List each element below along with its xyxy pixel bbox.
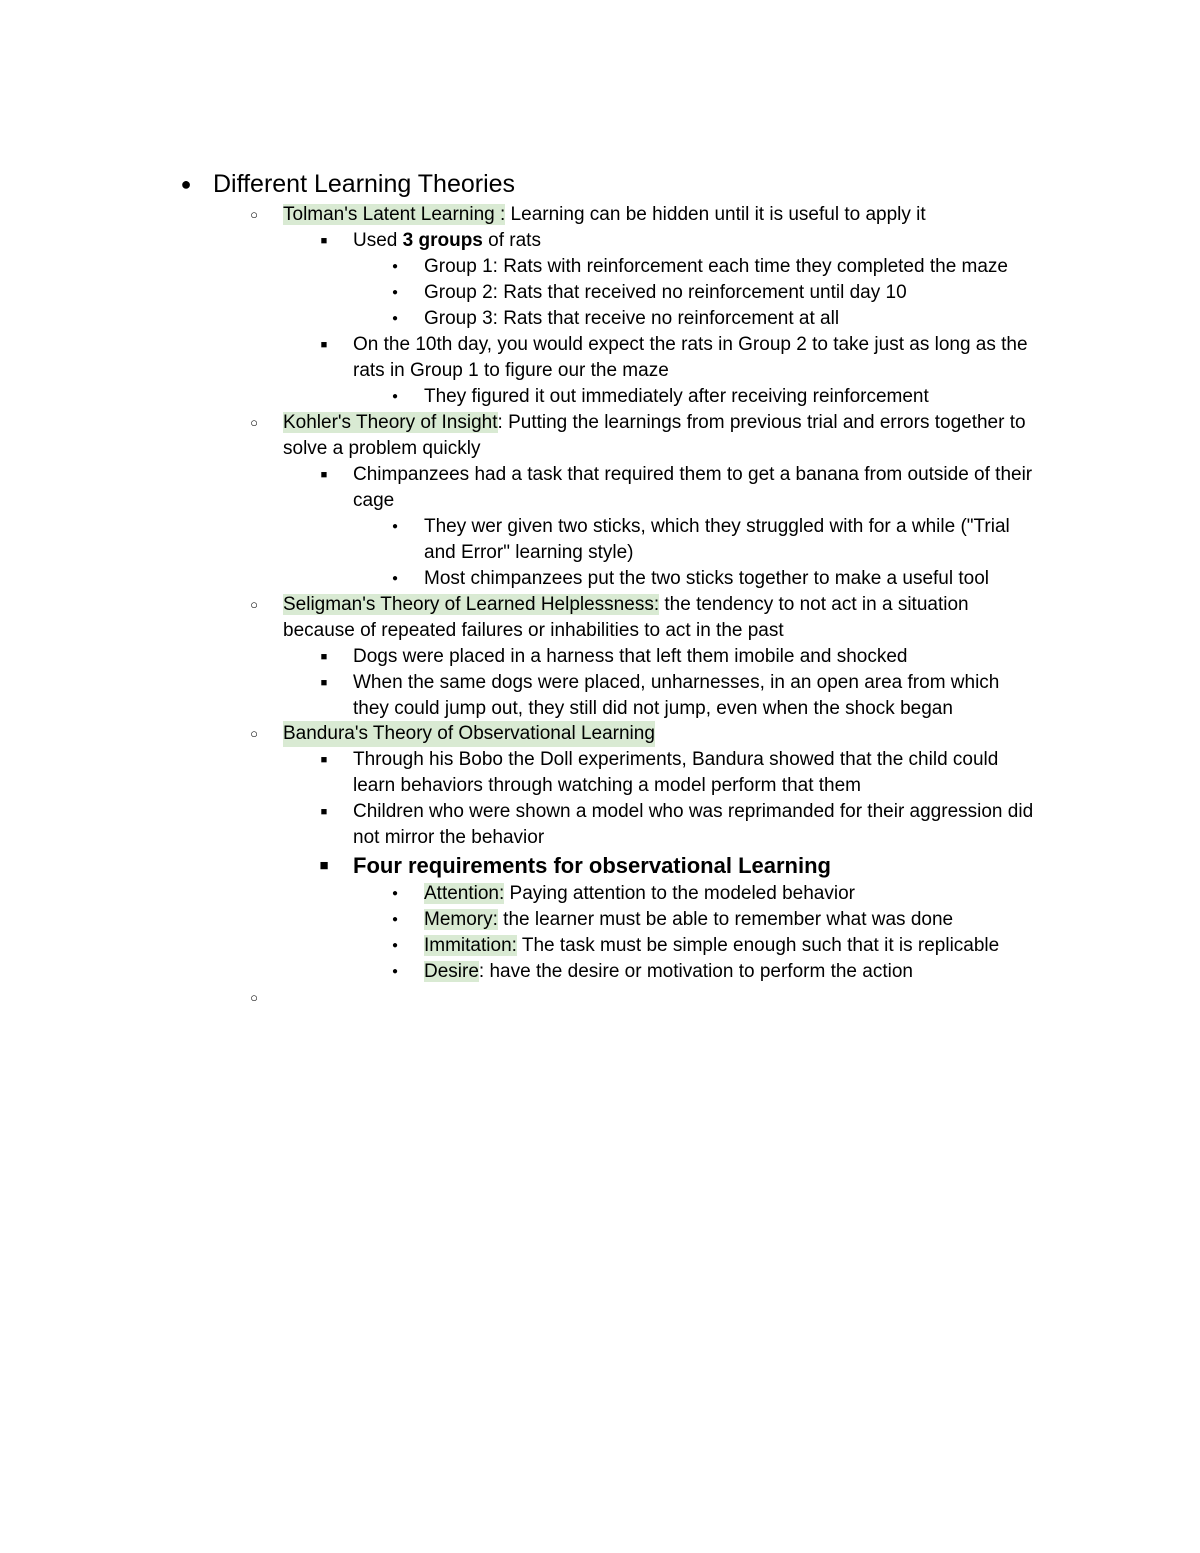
list-text: Most chimpanzees put the two sticks together to make a useful tool [424,568,990,589]
list-text: solve a problem quickly [283,438,481,459]
list-text: Chimpanzees had a task that required them to get a banana from outside of their [353,464,1033,485]
circle-bullet-icon: ○ [250,415,258,430]
circle-bullet-icon: ○ [250,597,258,612]
list-text: learn behaviors through watching a model perform that them [353,775,861,796]
disc-bullet-icon: ● [391,313,399,324]
list-text: They figured it out immediately after receiving reinforcement [424,386,929,407]
req-desc: Paying attention to the modeled behavior [504,883,855,904]
list-text: Group 1: Rats with reinforcement each time they completed the maze [424,256,1008,277]
page-title: Different Learning Theories [213,170,516,198]
square-bullet-icon: ■ [320,651,328,663]
disc-bullet-icon: ● [391,521,399,532]
square-bullet-icon: ■ [320,235,328,247]
req-term-attention: Attention: [424,883,505,904]
req-desc: The task must be simple enough such that it is replicable [516,935,1000,956]
list-text: cage [353,490,395,511]
bold-text: 3 groups [402,230,483,251]
list-text: not mirror the behavior [353,827,545,848]
list-text: and Error" learning style) [424,542,634,563]
disc-bullet-icon: ● [391,914,399,925]
disc-bullet-icon: ● [391,287,399,298]
list-text: Group 3: Rats that receive no reinforcement at all [424,308,840,329]
disc-bullet-icon: ● [391,940,399,951]
square-bullet-icon: ■ [320,754,328,766]
circle-bullet-icon: ○ [250,207,258,222]
req-term-immitation: Immitation: [424,935,517,956]
disc-bullet-icon: ● [391,261,399,272]
list-text: On the 10th day, you would expect the rats in Group 2 to take just as long as the [353,334,1028,355]
list-text: they could jump out, they still did not jump, even when the shock began [353,698,953,719]
disc-bullet-icon: ● [391,888,399,899]
disc-bullet-icon: ● [391,391,399,402]
square-bullet-icon: ■ [320,806,328,818]
disc-bullet-icon: ● [391,573,399,584]
theory-term-kohler: Kohler's Theory of Insight [283,412,498,433]
subheading: Four requirements for observational Learning [353,853,831,878]
text-span: Used [353,230,403,251]
list-text: Through his Bobo the Doll experiments, Bandura showed that the child could [353,749,999,770]
req-term-memory: Memory: [424,909,498,930]
square-bullet-icon: ■ [320,339,328,351]
list-text: Dogs were placed in a harness that left them imobile and shocked [353,646,908,667]
square-bullet-icon: ■ [320,469,328,481]
theory-term-bandura: Bandura's Theory of Observational Learning [283,721,655,747]
list-text: Group 2: Rats that received no reinforcement until day 10 [424,282,907,303]
list-text: When the same dogs were placed, unharnesses, in an open area from which [353,672,1000,693]
list-text: because of repeated failures or inhabilities to act in the past [283,620,784,641]
req-desc: : have the desire or motivation to perform the action [478,961,913,982]
list-text: They wer given two sticks, which they struggled with for a while ("Trial [424,516,1010,537]
square-bullet-icon: ■ [319,857,329,874]
disc-bullet-icon: ● [391,966,399,977]
theory-term-tolman: Tolman's Latent Learning : [283,204,506,225]
theory-term-seligman: Seligman's Theory of Learned Helplessness: [283,594,660,615]
list-text: Children who were shown a model who was reprimanded for their aggression did [353,801,1034,822]
req-desc: the learner must be able to remember what was done [497,909,954,930]
square-bullet-icon: ■ [320,677,328,689]
disc-bullet-icon: ● [180,174,192,194]
text-span: of rats [482,230,541,251]
list-text: rats in Group 1 to figure our the maze [353,360,669,381]
circle-bullet-icon: ○ [250,990,258,1005]
theory-desc: the tendency to not act in a situation [659,594,969,615]
circle-bullet-icon: ○ [250,726,258,741]
theory-desc: : Putting the learnings from previous trial and errors together to [497,412,1026,433]
theory-desc: Learning can be hidden until it is useful to apply it [505,204,926,225]
req-term-desire: Desire [424,961,479,982]
